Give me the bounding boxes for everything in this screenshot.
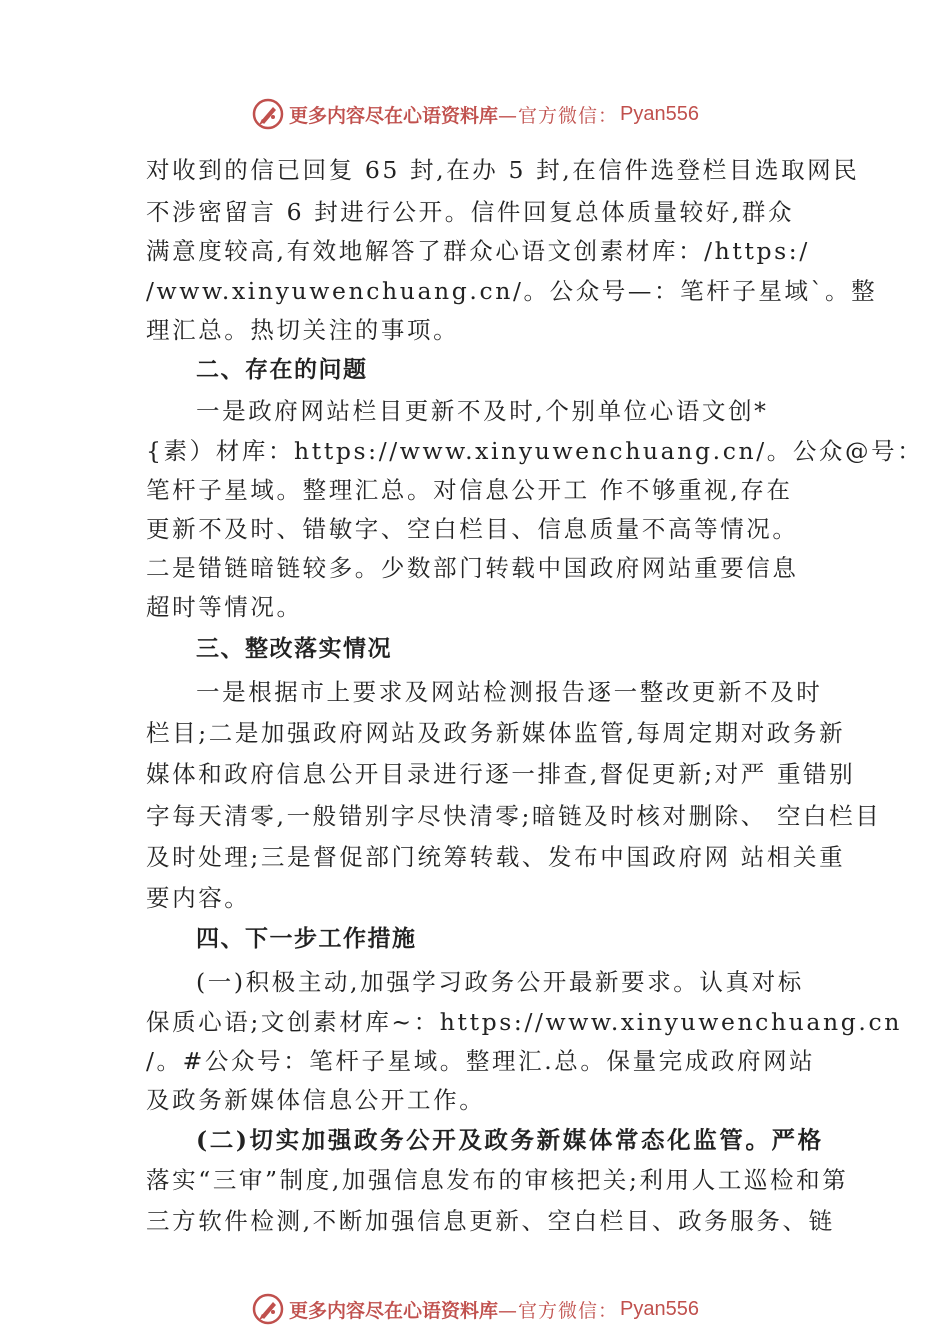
pen-nib-icon — [251, 1292, 285, 1326]
watermark-text-id: Pyan556 — [620, 102, 699, 125]
watermark-text-main: 更多内容尽在心语资料库 — [289, 104, 499, 127]
watermark-banner-bottom — [0, 1289, 950, 1329]
text-line: 更新不及时、错敏字、空白栏目、信息质量不高等情况。 — [146, 515, 799, 543]
text-line: /。#公众号：笔杆子星域。整理汇.总。保量完成政府网站 — [146, 1047, 816, 1075]
text-line: 保质心语;文创素材库~：https://www.xinyuwenchuang.cn — [146, 1008, 902, 1036]
text-line: 不涉密留言 6 封进行公开。信件回复总体质量较好,群众 — [146, 198, 795, 226]
section-heading: 三、整改落实情况 — [196, 636, 392, 662]
text-line: 二是错链暗链较多。少数部门转载中国政府网站重要信息 — [146, 554, 799, 582]
watermark-text-wechat: —官方微信： — [498, 1299, 619, 1322]
text-line: 栏目;二是加强政府网站及政务新媒体监管,每周定期对政务新 — [146, 719, 846, 747]
watermark-text-wechat: —官方微信： — [498, 104, 619, 127]
text-line: 对收到的信已回复 65 封,在办 5 封,在信件选登栏目选取网民 — [146, 156, 860, 184]
text-line: 笔杆子星域。整理汇总。对信息公开工 作不够重视,存在 — [146, 476, 793, 504]
pen-nib-icon — [251, 97, 285, 131]
text-line: (一)积极主动,加强学习政务公开最新要求。认真对标 — [196, 968, 804, 996]
text-line: 媒体和政府信息公开目录进行逐一排查,督促更新;对严 重错别 — [146, 760, 856, 788]
text-line: 一是根据市上要求及网站检测报告逐一整改更新不及时 — [196, 678, 823, 706]
text-line: 一是政府网站栏目更新不及时,个别单位心语文创* — [196, 397, 769, 425]
subsection-heading: (二)切实加强政务公开及政务新媒体常态化监管。严格 — [196, 1126, 824, 1154]
watermark-text-main: 更多内容尽在心语资料库 — [289, 1299, 499, 1322]
text-line: 落实“三审”制度,加强信息发布的审核把关;利用人工巡检和第 — [146, 1166, 849, 1194]
text-line: 满意度较高,有效地解答了群众心语文创素材库：/https:/ — [146, 237, 810, 265]
text-line: 要内容。 — [146, 884, 251, 912]
text-line: 理汇总。热切关注的事项。 — [146, 316, 460, 344]
text-line: 及政务新媒体信息公开工作。 — [146, 1086, 486, 1114]
section-heading: 四、下一步工作措施 — [196, 926, 417, 952]
watermark-banner-top — [0, 94, 950, 134]
text-line: /www.xinyuwenchuang.cn/。公众号—：笔杆子星域`。整 — [146, 277, 878, 305]
watermark-text-id: Pyan556 — [620, 1297, 699, 1320]
section-heading: 二、存在的问题 — [196, 357, 368, 383]
text-line: 字每天清零,一般错别字尽快清零;暗链及时核对删除、 空白栏目 — [146, 802, 882, 830]
text-line: {素）材库：https://www.xinyuwenchuang.cn/。公众@号： — [146, 437, 924, 465]
text-line: 及时处理;三是督促部门统筹转载、发布中国政府网 站相关重 — [146, 843, 846, 871]
text-line: 三方软件检测,不断加强信息更新、空白栏目、政务服务、链 — [146, 1207, 835, 1235]
text-line: 超时等情况。 — [146, 593, 303, 621]
